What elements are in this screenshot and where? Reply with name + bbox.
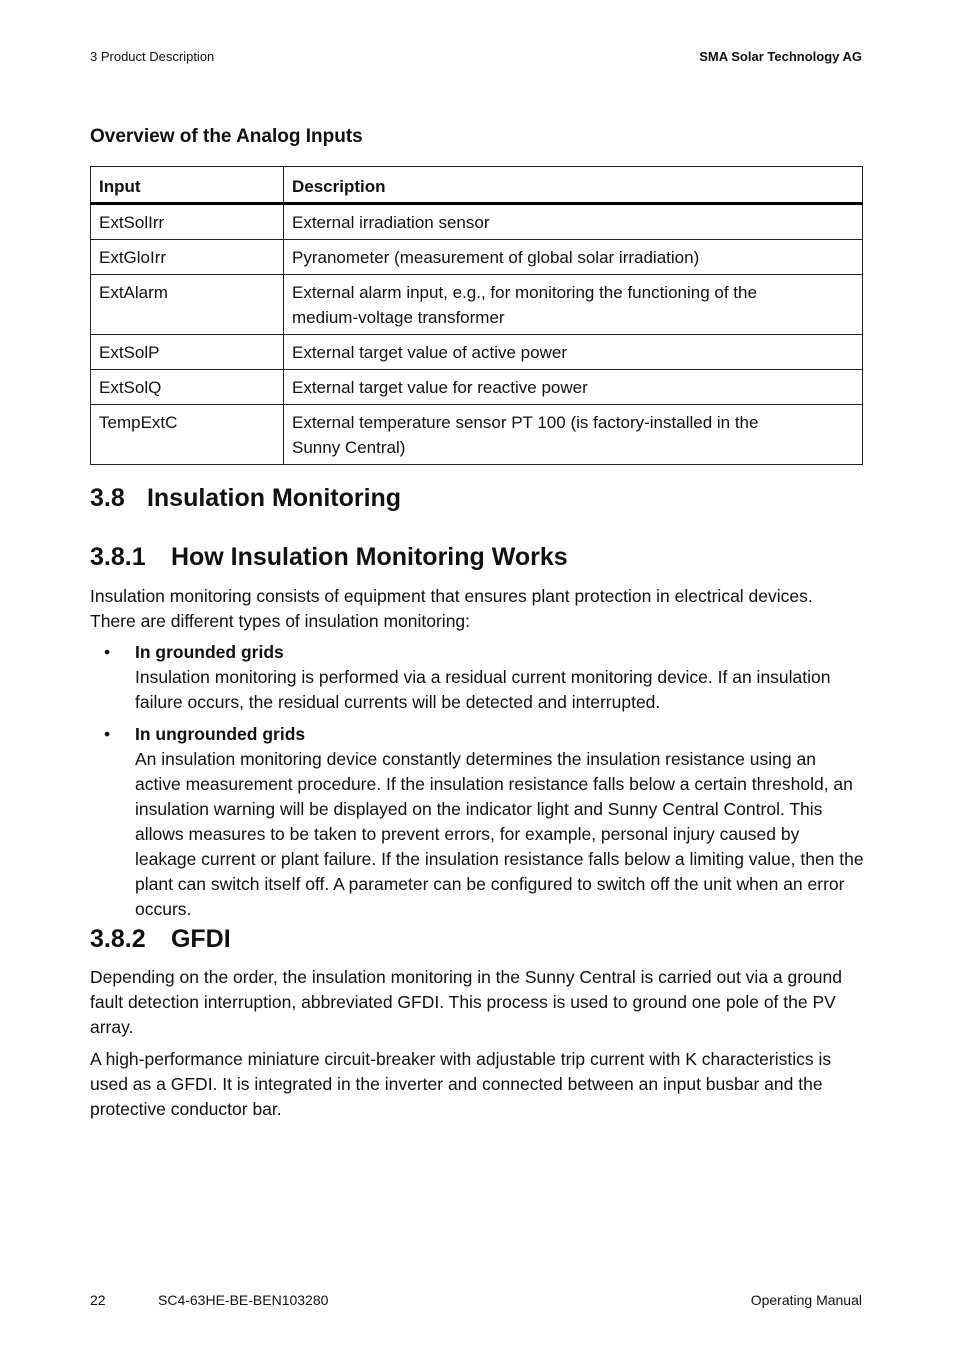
description-cell: External alarm input, e.g., for monitoring the functioning of the medium-voltage transformer (284, 275, 863, 335)
document-title: Operating Manual (750, 1292, 862, 1308)
table-header-row (91, 167, 863, 204)
gfdi-paragraph-2: A high-performance miniature circuit-breaker with adjustable trip current with K characteristics is used as a GFDI. It is integrated in the inverter and connected between an input busbar and the protective conductor bar. (90, 1049, 832, 1119)
section-title: GFDI (170, 925, 231, 953)
input-cell: TempExtC (91, 405, 284, 465)
input-cell: ExtSolIrr (91, 204, 284, 240)
description-cell: External target value for reactive power (284, 370, 863, 405)
section-number: 3.8.2 (90, 925, 146, 953)
section-heading-3-8-2 (90, 925, 231, 954)
document-code: SC4-63HE-BE-BEN103280 (158, 1292, 329, 1308)
bullet-marker: • (104, 642, 111, 662)
table-row (91, 204, 863, 240)
input-cell: ExtSolP (91, 335, 284, 370)
bullet-title: In grounded grids (135, 642, 284, 662)
column-header-description: Description (284, 167, 863, 204)
bullet-text: Insulation monitoring is performed via a residual current monitoring device. If an insulation failure occurs, the residual currents will be detected and interrupted. (135, 667, 831, 712)
description-cell: External target value of active power (284, 335, 863, 370)
section-title: Insulation Monitoring (146, 484, 402, 512)
input-cell: ExtSolQ (91, 370, 284, 405)
description-cell: Pyranometer (measurement of global solar irradiation) (284, 240, 863, 275)
list-item (90, 722, 865, 922)
analog-inputs-table (90, 166, 863, 465)
gfdi-paragraph-1: Depending on the order, the insulation monitoring in the Sunny Central is carried out via a ground fault detection interruption, abbreviated GFDI. This process is used to ground one pole of the PV array. (90, 967, 842, 1037)
list-item (90, 640, 865, 715)
section-heading-3-8-1 (90, 543, 568, 572)
section-title: How Insulation Monitoring Works (170, 543, 568, 571)
table-row (91, 335, 863, 370)
description-cell: External irradiation sensor (284, 204, 863, 240)
analog-inputs-heading: Overview of the Analog Inputs (90, 126, 363, 147)
input-cell: ExtAlarm (91, 275, 284, 335)
description-cell: External temperature sensor PT 100 (is factory-installed in the Sunny Central) (284, 405, 863, 465)
section-number: 3.8.1 (90, 543, 146, 571)
page-header (90, 49, 862, 67)
bullet-marker: • (104, 724, 111, 744)
table-row (91, 240, 863, 275)
input-cell: ExtGloIrr (91, 240, 284, 275)
chapter-label: 3 Product Description (90, 49, 215, 64)
bullet-title: In ungrounded grids (135, 724, 306, 744)
column-header-input: Input (91, 167, 284, 204)
bullet-text: An insulation monitoring device constantly determines the insulation resistance using an active measurement procedure. If the insulation resistance falls below a certain threshold, an insulation warning will be displayed on the indicator light and Sunny Central Control. This allows measures to be taken to prevent errors, for example, personal injury caused by leakage current or plant failure. If the insulation resistance falls below a limiting value, then the plant can switch itself off. A parameter can be configured to switch off the unit when an error occurs. (135, 749, 864, 919)
page-number: 22 (90, 1292, 106, 1308)
table-row (91, 275, 863, 335)
company-name: SMA Solar Technology AG (699, 49, 862, 64)
section-heading-3-8 (90, 484, 401, 513)
table-row (91, 370, 863, 405)
table-row (91, 405, 863, 465)
insulation-intro-paragraph: Insulation monitoring consists of equipment that ensures plant protection in electrical devices. There are different types of insulation monitoring: (90, 586, 813, 631)
section-number: 3.8 (90, 484, 125, 512)
page-footer (90, 1292, 862, 1310)
